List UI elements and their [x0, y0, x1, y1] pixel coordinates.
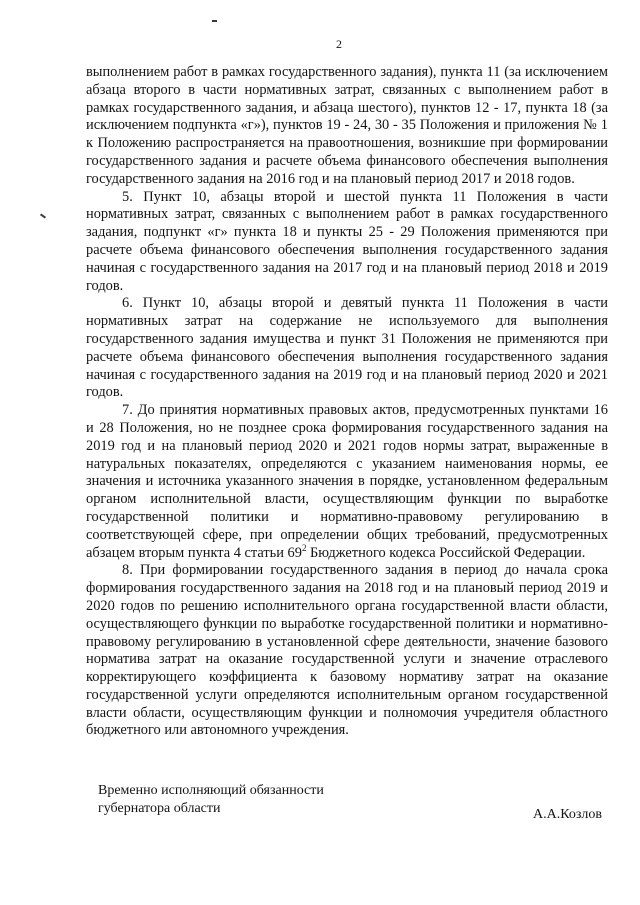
scan-artifact-mark: [212, 20, 217, 22]
paragraph-6: 6. Пункт 10, абзацы второй и девятый пункта 11 Положения в части нормативных затрат на содержание не используемого для выполнения государственного задания имущества и пункт 31 Положения не применяются при расчете объема финансового обеспечения выполнения государственного задания начиная с государственного задания на 2019 год и на плановый период 2020 и 2021 годов.: [86, 295, 608, 401]
article-superscript: 2: [301, 542, 307, 553]
paragraph-8: 8. При формировании государственного задания в период до начала срока формирования государственного задания на 2018 год и на плановый период 2019 и 2020 годов по решению исполнительного органа государственной власти области, осуществляющего функции по выработке государственной политики и нормативно-правовому регулированию в установленной сфере деятельности, значение базового норматива затрат на оказание государственной услуги и значение отраслевого корректирующего коэффициента к базовому нормативу затрат на оказание государственной услуги определяются исполнительным органом государственной власти области, осуществляющим функции и полномочия учредителя областного бюджетного или автономного учреждения.: [86, 562, 608, 739]
signatory-position: Временно исполняющий обязанности: [98, 783, 324, 798]
paragraph-5: 5. Пункт 10, абзацы второй и шестой пункта 11 Положения в части нормативных затрат, связанных с выполнением работ в рамках государственного задания, подпункт «г» пункта 18 и пункты 25 - 29 Положения применяются при расчете объема финансового обеспечения выполнения государственного задания начиная с государственного задания на 2017 год и на плановый период 2018 и 2019 годов.: [86, 188, 608, 294]
document-body: [86, 64, 608, 740]
page-number: 2: [336, 37, 342, 51]
paragraph-continuation: выполнением работ в рамках государственного задания), пункта 11 (за исключением абзаца второго в части нормативных затрат, связанных с выполнением работ в рамках государственного задания, и абзаца шестого), пунктов 12 - 17, пункта 18 (за исключением подпункта «г»), пунктов 19 - 24, 30 - 35 Положения и приложения № 1 к Положению распространяется на правоотношения, возникшие при формировании государственного задания и расчете объема финансового обеспечения выполнения государственного задания на 2016 год и на плановый период 2017 и 2018 годов.: [86, 64, 608, 187]
paragraph-7: [86, 402, 608, 562]
signatory-name: А.А.Козлов: [533, 807, 602, 822]
paragraph-7-text-end: Бюджетного кодекса Российской Федерации.: [306, 544, 586, 561]
paragraph-7-text: 7. До принятия нормативных правовых актов, предусмотренных пунктами 16 и 28 Положения, но не позднее срока формирования государственного задания на 2019 год и на плановый период 2020 и 2021 годов нормы затрат, выраженные в натуральных показателях, определяются с указанием наименования нормы, ее значения и источника указанного значения в порядке, установленном федеральным органом исполнительной власти, осуществляющим функции по выработке государственной политики и нормативно-правовому регулированию в соответствующей сфере, при определении общих требований, предусмотренных абзацем вторым пункта 4 статьи 69: [86, 402, 608, 561]
signatory-position-region: губернатора области: [98, 801, 221, 816]
signature-block: [98, 782, 608, 822]
scan-artifact-mark: [40, 213, 46, 218]
